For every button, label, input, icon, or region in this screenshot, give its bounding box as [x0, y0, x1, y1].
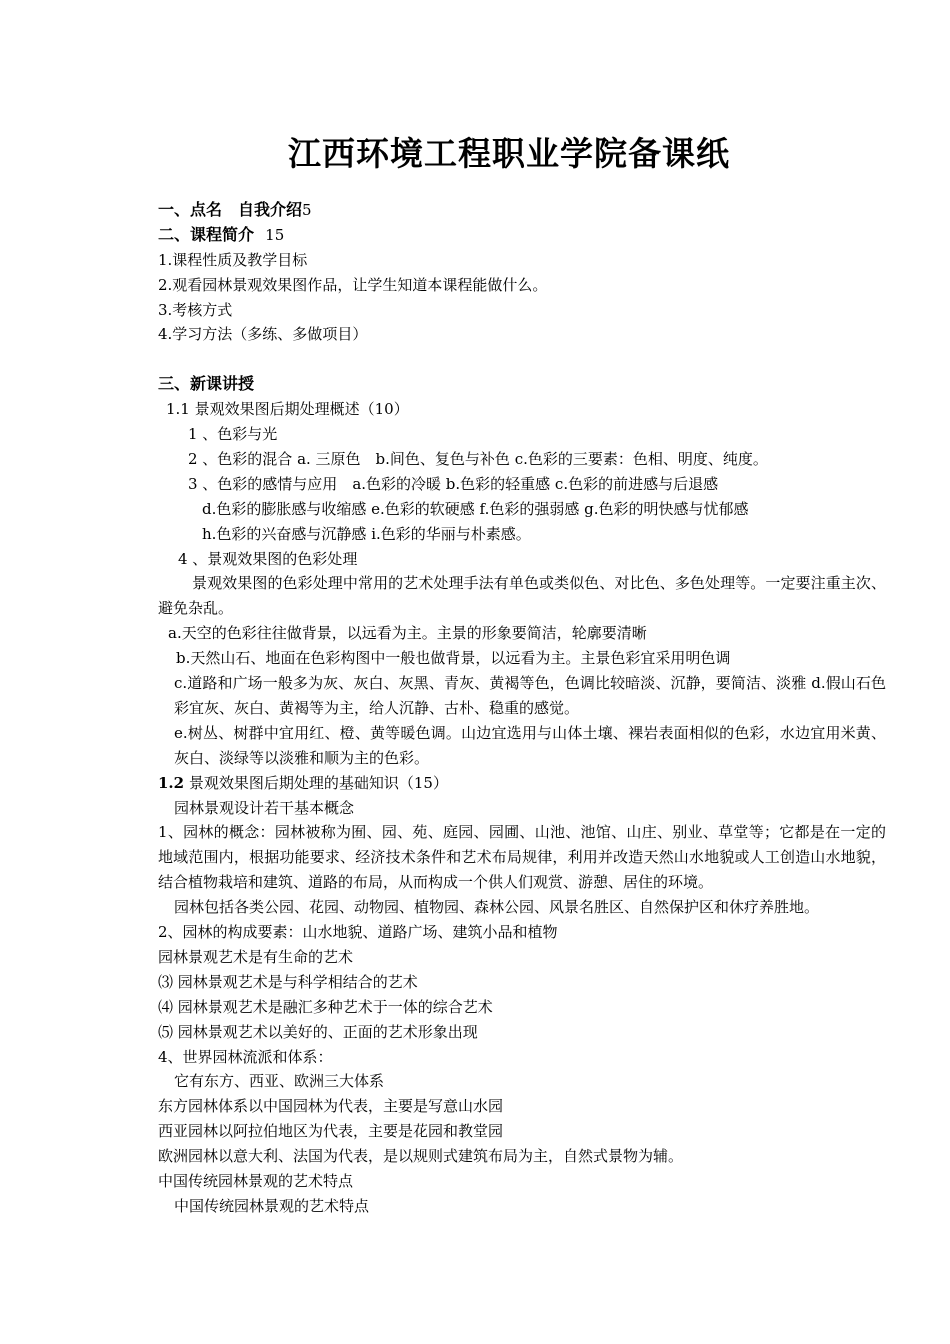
point-c: c.道路和广场一般多为灰、灰白、灰黑、青灰、黄褐等色，色调比较暗淡、沉静，要简洁、淡雅 d.假山石色彩宜灰、灰白、黄褐等为主，给人沉静、古朴、稳重的感觉。	[174, 674, 886, 717]
intro-item: 4.学习方法（多练、多做项目）	[158, 325, 368, 344]
definition-2: 2、园林的构成要素：山水地貌、道路广场、建筑小品和植物	[158, 923, 558, 942]
east-garden: 东方园林体系以中国园林为代表，主要是写意山水园	[158, 1097, 504, 1116]
section-label: 二、课程简介	[158, 224, 255, 244]
document-body	[158, 198, 886, 1219]
art-item-1: 园林景观艺术是有生命的艺术	[158, 947, 354, 966]
art-item-3: ⑶ 园林景观艺术是与科学相结合的艺术	[158, 972, 418, 991]
europe-garden: 欧洲园林以意大利、法国为代表，是以规则式建筑布局为主，自然式景物为辅。	[158, 1147, 684, 1166]
intro-item: 3.考核方式	[158, 300, 233, 319]
west-asia-garden: 西亚园林以阿拉伯地区为代表，主要是花园和教堂园	[158, 1122, 504, 1141]
chinese-garden-heading: 中国传统园林景观的艺术特点	[158, 1171, 354, 1190]
definition-1: 1、园林的概念：园林被称为囿、园、苑、庭园、园圃、山池、池馆、山庄、别业、草堂等；它都是在一定的地域范围内，根据功能要求、经济技术条件和艺术布局规律，利用并改造天然山水地貌或人工创造山水地貌，结合植物栽培和建筑、道路的布局，从而构成一个供人们观赏、游憩、居住的环境。	[158, 823, 886, 892]
point-e: e.树丛、树群中宜用红、橙、黄等暖色调。山边宜选用与山体土壤、裸岩表面相似的色彩，水边宜用米黄、灰白、淡绿等以淡雅和顺为主的色彩。	[174, 723, 886, 767]
point-b: b.天然山石、地面在色彩构图中一般也做背景，以远看为主。主景色彩宜采用明色调	[176, 649, 731, 668]
blank-line	[158, 347, 886, 372]
section-heading-3: 三、新课讲授	[158, 374, 255, 394]
section-minutes: 5	[302, 201, 312, 219]
subsection-1-2	[158, 771, 886, 796]
chinese-garden-heading-2: 中国传统园林景观的艺术特点	[174, 1196, 370, 1215]
art-item-4: ⑷ 园林景观艺术是融汇多种艺术于一体的综合艺术	[158, 997, 493, 1016]
page-title: 江西环境工程职业学院备课纸	[288, 134, 730, 173]
subsection-title: 景观效果图后期处理的基础知识（15）	[184, 773, 448, 792]
section-heading-1	[158, 198, 886, 223]
color-paragraph: 景观效果图的色彩处理中常用的艺术处理手法有单色或类似色、对比色、多色处理等。一定要注重主次、避免杂乱。	[158, 574, 886, 618]
color-item-4: 4 、景观效果图的色彩处理	[178, 549, 358, 568]
subsection-1-1: 1.1 景观效果图后期处理概述（10）	[166, 400, 409, 419]
point-a: a.天空的色彩往往做背景，以远看为主。主景的形象要简洁，轮廓要清晰	[168, 624, 647, 643]
color-item-1: 1 、色彩与光	[188, 425, 278, 444]
definition-1-extra: 园林包括各类公园、花园、动物园、植物园、森林公园、风景名胜区、自然保护区和休疗养胜地。	[174, 898, 820, 917]
intro-item: 1.课程性质及教学目标	[158, 250, 308, 269]
section-minutes: 15	[265, 225, 285, 244]
art-item-5: ⑸ 园林景观艺术以美好的、正面的艺术形象出现	[158, 1022, 478, 1041]
world-gardens-heading: 4、世界园林流派和体系：	[158, 1047, 333, 1066]
intro-item: 2.观看园林景观效果图作品，让学生知道本课程能做什么。	[158, 275, 548, 294]
world-gardens-intro: 它有东方、西亚、欧洲三大体系	[174, 1072, 385, 1091]
section-heading-2	[158, 223, 886, 248]
section-label: 一、点名 自我介绍	[158, 200, 303, 219]
concepts-heading: 园林景观设计若干基本概念	[174, 798, 355, 817]
color-item-3-cont: d.色彩的膨胀感与收缩感 e.色彩的软硬感 f.色彩的强弱感 g.色彩的明快感与忧郁感	[202, 499, 749, 518]
subsection-number: 1.2	[158, 773, 185, 792]
color-item-3-cont: h.色彩的兴奋感与沉静感 i.色彩的华丽与朴素感。	[202, 524, 531, 543]
color-item-2: 2 、色彩的混合 a. 三原色 b.间色、复色与补色 c.色彩的三要素：色相、明度、纯度。	[188, 450, 768, 469]
color-item-3: 3 、色彩的感情与应用 a.色彩的冷暖 b.色彩的轻重感 c.色彩的前进感与后退感	[188, 474, 719, 493]
